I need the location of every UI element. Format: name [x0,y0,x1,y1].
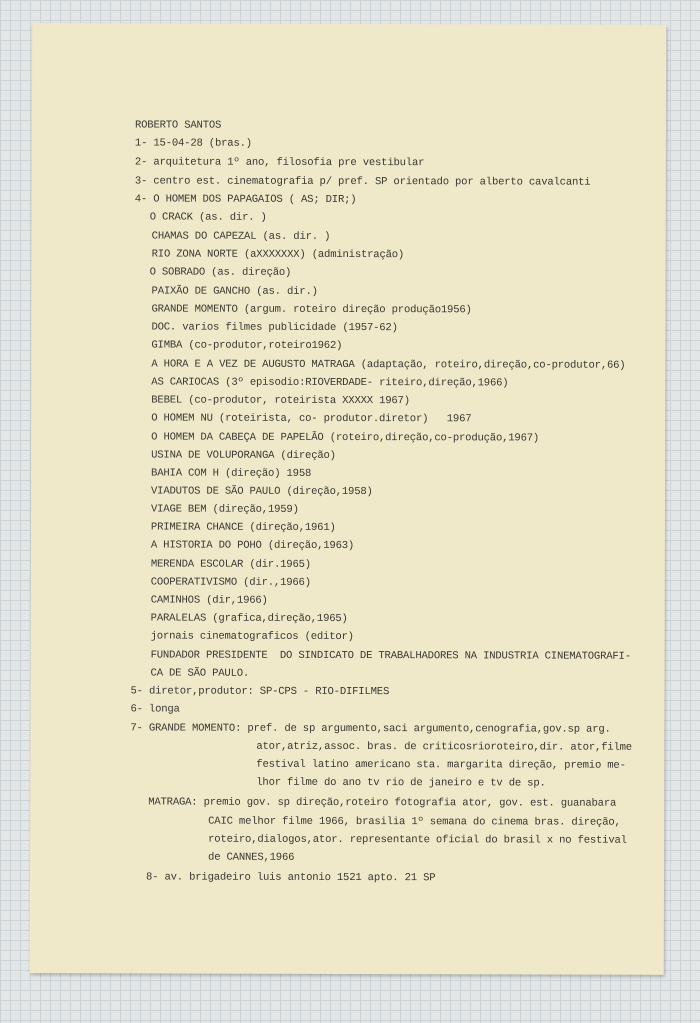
doc-line: jornais cinematograficos (editor) [150,630,354,644]
doc-line: O HOMEM NU (roteirista, co- produtor.diretor) 1967 [151,412,472,426]
doc-line: O HOMEM DA CABEÇA DE PAPELÃO (roteiro,direção,co-produção,1967) [151,431,540,445]
doc-line: 3- centro est. cinematografia p/ pref. SP orientado por alberto cavalcanti [134,175,591,189]
doc-line: VIAGE BEM (direção,1959) [150,503,299,516]
doc-line: lhor filme do ano tv rio de janeiro e tv de sp. [256,776,546,790]
doc-line: A HISTORIA DO POHO (direção,1963) [150,539,355,553]
doc-line: 4- O HOMEM DOS PAPAGAIOS ( AS; DIR;) [134,193,357,207]
doc-line: GRANDE MOMENTO (argum. roteiro direção produção1956) [151,303,472,317]
doc-line: 8- av. brigadeiro luis antonio 1521 apto. 21 SP [145,871,436,885]
doc-line: roteiro,dialogos,ator. representante oficial do brasil x no festival [208,833,627,847]
doc-line: 6- longa [130,703,180,716]
doc-line: 5- diretor,produtor: SP-CPS - RIO-DIFILMES [130,685,390,699]
doc-line: O CRACK (as. dir. ) [149,211,267,224]
doc-line: FUNDADOR PRESIDENTE DO SINDICATO DE TRABALHADORES NA INDUSTRIA CINEMATOGRAFI- [150,649,631,663]
doc-line: VIADUTOS DE SÃO PAULO (direção,1958) [151,485,373,499]
doc-line: PARALELAS (grafica,direção,1965) [150,612,348,625]
doc-line: O SOBRADO (as. direção) [149,266,292,279]
doc-line: CAIC melhor filme 1966, brasilia 1º semana do cinema bras. direção, [208,815,621,829]
doc-line: festival latino americano sta. margarita direção, premio me- [256,758,626,772]
doc-line: CHAMAS DO CAPEZAL (as. dir. ) [151,230,331,243]
doc-line: A HORA E A VEZ DE AUGUSTO MATRAGA (adaptação, roteiro,direção,co-produtor,66) [151,358,626,372]
doc-line: 1- 15-04-28 (bras.) [134,137,252,150]
doc-line: DOC. varios filmes publicidade (1957-62) [151,321,398,335]
doc-line: BEBEL (co-produtor, roteirista XXXXX 1967) [151,394,410,408]
doc-line: 7- GRANDE MOMENTO: pref. de sp argumento,saci argumento,cenografia,gov.sp arg. [130,722,611,736]
doc-line: GIMBA (co-produtor,roteiro1962) [151,339,343,352]
doc-line: CA DE SÃO PAULO. [150,667,250,680]
doc-line: PRIMEIRA CHANCE (direção,1961) [150,521,336,534]
doc-line: ROBERTO SANTOS [134,119,222,132]
doc-line: 2- arquitetura 1º ano, filosofia pre vestibular [134,156,425,170]
doc-line: RIO ZONA NORTE (aXXXXXXX) (administração) [151,248,405,262]
doc-line: MATRAGA: premio gov. sp direção,roteiro fotografia ator, gov. est. guanabara [148,796,617,810]
doc-line: AS CARIOCAS (3º episodio:RIOVERDADE- riteiro,direção,1966) [151,376,509,390]
doc-line: ator,atriz,assoc. bras. de criticosrioroteiro,dir. ator,filme [256,740,632,754]
doc-line: COOPERATIVISMO (dir.,1966) [150,576,311,589]
typed-document-sheet [30,23,666,975]
doc-line: CAMINHOS (dir,1966) [150,594,268,607]
doc-line: USINA DE VOLUPORANGA (direção) [151,449,336,462]
doc-line: de CANNES,1966 [208,851,295,864]
doc-line: BAHIA COM H (direção) 1958 [151,467,312,480]
doc-line: PAIXÃO DE GANCHO (as. dir.) [151,285,318,298]
doc-line: MERENDA ESCOLAR (dir.1965) [150,558,311,571]
